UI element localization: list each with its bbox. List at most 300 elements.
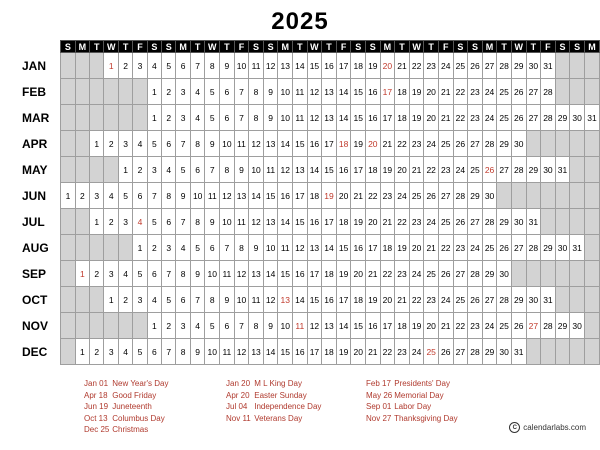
day-cell: 30 [555, 235, 570, 261]
empty-cell [90, 313, 104, 339]
day-cell: 9 [249, 235, 264, 261]
weekday-header: T [526, 41, 541, 53]
empty-cell [75, 235, 89, 261]
month-label: OCT [14, 287, 61, 313]
day-cell: 5 [162, 287, 176, 313]
day-cell: 11 [220, 261, 235, 287]
weekday-header: S [249, 41, 264, 53]
day-cell: 17 [380, 313, 395, 339]
day-cell: 20 [336, 183, 351, 209]
day-cell: 5 [190, 235, 205, 261]
day-cell: 19 [409, 105, 424, 131]
empty-cell [555, 339, 570, 365]
weekday-header: T [395, 41, 410, 53]
empty-cell [133, 105, 147, 131]
day-cell: 26 [438, 261, 453, 287]
day-cell: 30 [541, 157, 556, 183]
month-row [14, 235, 600, 261]
day-cell: 14 [278, 209, 293, 235]
day-cell: 25 [482, 235, 497, 261]
day-cell: 1 [90, 209, 104, 235]
day-cell: 12 [278, 157, 293, 183]
holiday-item [366, 378, 516, 390]
day-cell: 28 [541, 105, 556, 131]
empty-cell [584, 53, 599, 79]
day-cell: 30 [482, 183, 497, 209]
holiday-date: Jan 20 [226, 379, 251, 388]
day-cell: 13 [278, 287, 293, 313]
weekday-header: F [541, 41, 556, 53]
day-cell: 23 [424, 287, 439, 313]
holiday-item [366, 401, 516, 413]
weekday-header: S [366, 41, 381, 53]
holiday-date: Sep 01 [366, 402, 392, 411]
day-cell: 19 [351, 131, 366, 157]
day-cell: 10 [249, 157, 264, 183]
day-cell: 25 [409, 183, 424, 209]
day-cell: 13 [249, 261, 264, 287]
day-cell: 20 [424, 79, 439, 105]
day-cell: 4 [162, 157, 176, 183]
day-cell: 15 [278, 339, 293, 365]
weekday-header-row [14, 41, 600, 53]
day-cell: 19 [409, 313, 424, 339]
empty-cell [75, 287, 89, 313]
day-cell: 2 [133, 157, 147, 183]
day-cell: 4 [190, 313, 205, 339]
holiday-item [84, 401, 234, 413]
day-cell: 23 [438, 157, 453, 183]
weekday-header: W [409, 41, 424, 53]
weekday-header: W [104, 41, 119, 53]
empty-cell [570, 287, 585, 313]
copyright-icon: C [509, 422, 520, 433]
weekday-header: W [307, 41, 322, 53]
day-cell: 1 [147, 105, 161, 131]
day-cell: 8 [205, 53, 220, 79]
day-cell: 21 [366, 261, 381, 287]
day-cell: 3 [162, 235, 176, 261]
weekday-header: M [584, 41, 599, 53]
day-cell: 23 [468, 105, 483, 131]
day-cell: 26 [511, 313, 526, 339]
day-cell: 16 [366, 79, 381, 105]
day-cell: 13 [263, 131, 278, 157]
holiday-item [84, 390, 234, 402]
day-cell: 14 [336, 313, 351, 339]
day-cell: 6 [190, 157, 205, 183]
day-cell: 12 [307, 313, 322, 339]
day-cell: 11 [249, 287, 264, 313]
day-cell: 2 [147, 235, 161, 261]
month-label: APR [14, 131, 61, 157]
day-cell: 2 [75, 183, 89, 209]
day-cell: 15 [293, 131, 308, 157]
day-cell: 28 [511, 157, 526, 183]
day-cell: 19 [366, 53, 381, 79]
empty-cell [570, 183, 585, 209]
holiday-item [366, 390, 516, 402]
empty-cell [61, 157, 75, 183]
day-cell: 11 [293, 313, 308, 339]
month-row [14, 183, 600, 209]
weekday-header: T [497, 41, 512, 53]
day-cell: 22 [424, 157, 439, 183]
empty-cell [584, 261, 599, 287]
day-cell: 30 [526, 53, 541, 79]
day-cell: 27 [468, 209, 483, 235]
day-cell: 12 [307, 79, 322, 105]
weekday-header: F [234, 41, 249, 53]
day-cell: 24 [438, 53, 453, 79]
day-cell: 12 [307, 105, 322, 131]
day-cell: 6 [162, 209, 176, 235]
month-row [14, 339, 600, 365]
day-cell: 10 [190, 183, 205, 209]
weekday-header: S [453, 41, 468, 53]
day-cell: 24 [482, 313, 497, 339]
day-cell: 7 [162, 339, 176, 365]
day-cell: 6 [133, 183, 147, 209]
empty-cell [541, 261, 556, 287]
day-cell: 9 [190, 339, 205, 365]
day-cell: 6 [162, 131, 176, 157]
day-cell: 15 [278, 261, 293, 287]
day-cell: 13 [322, 79, 337, 105]
empty-cell [75, 131, 89, 157]
day-cell: 18 [307, 183, 322, 209]
day-cell: 30 [511, 209, 526, 235]
day-cell: 21 [380, 131, 395, 157]
month-label: FEB [14, 79, 61, 105]
holiday-name: Labor Day [394, 402, 432, 411]
day-cell: 17 [380, 105, 395, 131]
day-cell: 16 [278, 183, 293, 209]
day-cell: 10 [220, 209, 235, 235]
day-cell: 17 [307, 261, 322, 287]
day-cell: 1 [147, 79, 161, 105]
empty-cell [118, 235, 132, 261]
day-cell: 8 [162, 183, 176, 209]
empty-cell [104, 313, 119, 339]
day-cell: 20 [380, 287, 395, 313]
day-cell: 5 [162, 53, 176, 79]
empty-cell [555, 261, 570, 287]
day-cell: 3 [118, 209, 132, 235]
day-cell: 12 [249, 131, 264, 157]
day-cell: 21 [395, 53, 410, 79]
day-cell: 26 [453, 209, 468, 235]
day-cell: 7 [234, 313, 249, 339]
day-cell: 29 [526, 157, 541, 183]
day-cell: 25 [438, 131, 453, 157]
day-cell: 14 [263, 339, 278, 365]
day-cell: 24 [424, 131, 439, 157]
day-cell: 16 [366, 313, 381, 339]
day-cell: 24 [453, 157, 468, 183]
weekday-header: T [220, 41, 235, 53]
day-cell: 2 [118, 287, 132, 313]
day-cell: 29 [555, 313, 570, 339]
empty-cell [541, 131, 556, 157]
day-cell: 28 [482, 131, 497, 157]
day-cell: 31 [541, 287, 556, 313]
day-cell: 30 [570, 313, 585, 339]
weekday-header: T [293, 41, 308, 53]
day-cell: 28 [541, 79, 556, 105]
day-cell: 22 [438, 235, 453, 261]
day-cell: 8 [249, 105, 264, 131]
empty-cell [584, 79, 599, 105]
day-cell: 7 [176, 209, 190, 235]
day-cell: 4 [190, 105, 205, 131]
day-cell: 25 [424, 339, 439, 365]
day-cell: 8 [176, 261, 190, 287]
day-cell: 10 [278, 313, 293, 339]
day-cell: 3 [133, 53, 147, 79]
empty-cell [90, 235, 104, 261]
empty-cell [61, 339, 75, 365]
day-cell: 20 [424, 313, 439, 339]
empty-cell [90, 79, 104, 105]
empty-cell [133, 79, 147, 105]
day-cell: 3 [147, 157, 161, 183]
empty-cell [75, 53, 89, 79]
day-cell: 14 [293, 287, 308, 313]
day-cell: 8 [190, 131, 205, 157]
day-cell: 5 [133, 339, 147, 365]
day-cell: 20 [424, 105, 439, 131]
day-cell: 27 [453, 261, 468, 287]
day-cell: 27 [511, 235, 526, 261]
day-cell: 27 [526, 105, 541, 131]
day-cell: 18 [322, 339, 337, 365]
day-cell: 21 [409, 157, 424, 183]
day-cell: 25 [497, 313, 512, 339]
weekday-header: F [133, 41, 147, 53]
day-cell: 4 [118, 261, 132, 287]
day-cell: 31 [555, 157, 570, 183]
empty-cell [75, 313, 89, 339]
empty-cell [104, 105, 119, 131]
empty-cell [61, 261, 75, 287]
day-cell: 28 [541, 313, 556, 339]
day-cell: 13 [263, 209, 278, 235]
day-cell: 5 [205, 105, 220, 131]
weekday-header: S [263, 41, 278, 53]
day-cell: 1 [61, 183, 75, 209]
day-cell: 12 [220, 183, 235, 209]
day-cell: 7 [147, 183, 161, 209]
day-cell: 19 [366, 287, 381, 313]
day-cell: 20 [351, 339, 366, 365]
day-cell: 20 [351, 261, 366, 287]
day-cell: 14 [249, 183, 264, 209]
holiday-name: Independence Day [254, 402, 322, 411]
weekday-header: W [511, 41, 526, 53]
day-cell: 6 [147, 261, 161, 287]
day-cell: 13 [307, 235, 322, 261]
day-cell: 9 [205, 131, 220, 157]
day-cell: 26 [438, 339, 453, 365]
day-cell: 17 [293, 183, 308, 209]
empty-cell [61, 79, 75, 105]
day-cell: 31 [541, 53, 556, 79]
day-cell: 11 [205, 183, 220, 209]
day-cell: 4 [118, 339, 132, 365]
footer-brand: calendarlabs.com [523, 423, 586, 432]
empty-cell [570, 131, 585, 157]
empty-cell [526, 183, 541, 209]
weekday-header: S [147, 41, 161, 53]
day-cell: 26 [424, 183, 439, 209]
day-cell: 11 [278, 235, 293, 261]
day-cell: 22 [380, 261, 395, 287]
day-cell: 7 [205, 157, 220, 183]
day-cell: 12 [263, 53, 278, 79]
empty-cell [511, 183, 526, 209]
weekday-header: M [380, 41, 395, 53]
day-cell: 22 [395, 131, 410, 157]
month-label: DEC [14, 339, 61, 365]
day-cell: 9 [220, 53, 235, 79]
day-cell: 28 [482, 209, 497, 235]
empty-cell [133, 313, 147, 339]
day-cell: 29 [497, 131, 512, 157]
day-cell: 27 [468, 131, 483, 157]
day-cell: 26 [497, 235, 512, 261]
holiday-column [226, 378, 376, 424]
day-cell: 15 [307, 287, 322, 313]
day-cell: 4 [176, 235, 190, 261]
day-cell: 4 [190, 79, 205, 105]
day-cell: 29 [511, 53, 526, 79]
day-cell: 4 [147, 287, 161, 313]
day-cell: 23 [468, 79, 483, 105]
empty-cell [61, 287, 75, 313]
empty-cell [570, 339, 585, 365]
holiday-name: Memorial Day [394, 390, 444, 400]
day-cell: 11 [234, 131, 249, 157]
day-cell: 7 [220, 235, 235, 261]
day-cell: 6 [220, 313, 235, 339]
day-cell: 9 [234, 157, 249, 183]
holiday-date: Jul 04 [226, 402, 248, 411]
day-cell: 6 [220, 105, 235, 131]
empty-cell [61, 209, 75, 235]
day-cell: 14 [336, 79, 351, 105]
day-cell: 2 [162, 313, 176, 339]
day-cell: 4 [133, 131, 147, 157]
day-cell: 17 [366, 235, 381, 261]
day-cell: 1 [147, 313, 161, 339]
day-cell: 27 [497, 157, 512, 183]
day-cell: 20 [366, 131, 381, 157]
holiday-date: Apr 20 [226, 390, 250, 400]
day-cell: 10 [234, 53, 249, 79]
weekday-header: S [555, 41, 570, 53]
month-label: JUL [14, 209, 61, 235]
holiday-name: Easter Sunday [254, 390, 307, 400]
day-cell: 21 [424, 235, 439, 261]
day-cell: 18 [351, 53, 366, 79]
empty-cell [555, 287, 570, 313]
holiday-item [226, 390, 376, 402]
day-cell: 18 [395, 79, 410, 105]
day-cell: 19 [395, 235, 410, 261]
weekday-header: S [61, 41, 75, 53]
empty-cell [555, 131, 570, 157]
day-cell: 19 [409, 79, 424, 105]
empty-cell [75, 157, 89, 183]
day-cell: 7 [234, 79, 249, 105]
day-cell: 20 [409, 235, 424, 261]
day-cell: 14 [336, 105, 351, 131]
day-cell: 11 [249, 53, 264, 79]
day-cell: 6 [176, 53, 190, 79]
month-row [14, 131, 600, 157]
day-cell: 1 [75, 339, 89, 365]
day-cell: 21 [395, 287, 410, 313]
day-cell: 26 [511, 105, 526, 131]
empty-cell [526, 339, 541, 365]
holiday-name: Veterans Day [254, 413, 303, 423]
empty-cell [570, 261, 585, 287]
day-cell: 27 [482, 53, 497, 79]
day-cell: 19 [351, 209, 366, 235]
month-label: MAY [14, 157, 61, 183]
day-cell: 3 [90, 183, 104, 209]
month-label: JAN [14, 53, 61, 79]
day-cell: 17 [336, 53, 351, 79]
day-cell: 20 [366, 209, 381, 235]
empty-cell [584, 157, 599, 183]
day-cell: 25 [497, 105, 512, 131]
day-cell: 1 [133, 235, 147, 261]
day-cell: 3 [176, 313, 190, 339]
day-cell: 13 [322, 105, 337, 131]
day-cell: 25 [438, 209, 453, 235]
day-cell: 21 [438, 79, 453, 105]
empty-cell [570, 209, 585, 235]
day-cell: 10 [263, 235, 278, 261]
day-cell: 22 [395, 209, 410, 235]
empty-cell [75, 105, 89, 131]
day-cell: 23 [395, 339, 410, 365]
empty-cell [104, 157, 119, 183]
empty-cell [555, 183, 570, 209]
day-cell: 26 [453, 131, 468, 157]
day-cell: 26 [482, 157, 497, 183]
holiday-name: New Year's Day [112, 379, 169, 388]
day-cell: 28 [526, 235, 541, 261]
holiday-name: Presidents' Day [394, 379, 451, 388]
day-cell: 13 [293, 157, 308, 183]
day-cell: 7 [190, 287, 205, 313]
empty-cell [75, 79, 89, 105]
day-cell: 1 [90, 131, 104, 157]
day-cell: 23 [453, 235, 468, 261]
empty-cell [570, 79, 585, 105]
day-cell: 10 [205, 339, 220, 365]
weekday-header: S [468, 41, 483, 53]
holiday-item [226, 413, 376, 425]
holiday-date: Nov 11 [226, 413, 251, 423]
empty-cell [61, 105, 75, 131]
empty-cell [118, 313, 132, 339]
weekday-header: T [322, 41, 337, 53]
day-cell: 22 [453, 313, 468, 339]
